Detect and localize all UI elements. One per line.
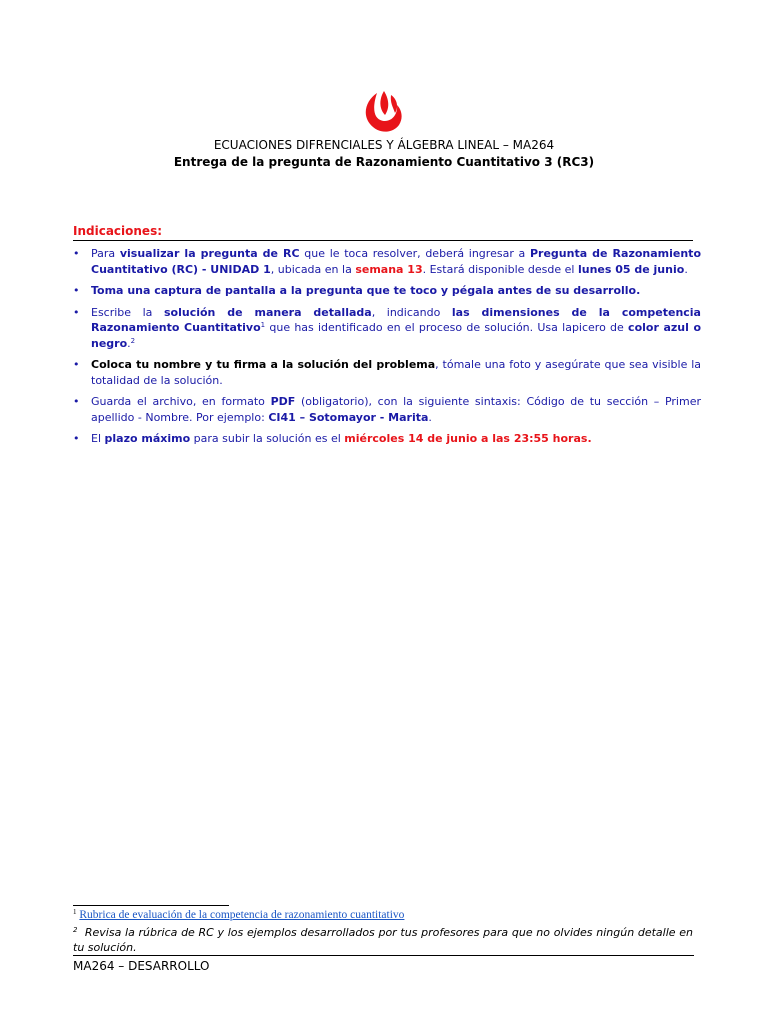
item-text: visualizar la pregunta de RC [119, 247, 300, 260]
footnote-ref: 1 [260, 321, 266, 329]
item-text: color azul o negro [91, 321, 702, 350]
item-text: solución de manera detallada [163, 305, 372, 319]
course-title: ECUACIONES DIFRENCIALES Y ÁLGEBRA LINEAL – MA264 [213, 138, 555, 152]
bullet: • [73, 395, 80, 408]
item-text: . Estará disponible desde el [422, 262, 578, 276]
indications-heading: Indicaciones: [73, 223, 693, 241]
footnote-2 [73, 925, 693, 955]
bullet: • [73, 358, 80, 371]
item-text: , tómale una foto y asegúrate que sea visible la totalidad de la solución. [91, 358, 701, 387]
bullet: • [73, 247, 80, 260]
page-subtitle: Entrega de la pregunta de Razonamiento Cuantitativo 3 (RC3) [173, 155, 595, 169]
item-text: . [684, 262, 688, 276]
footnote-text: Revisa la rúbrica de RC y los ejemplos desarrollados por tus profesores para que no olvides ningún detalle en tu solución. [73, 926, 693, 954]
item-text: miércoles 14 de junio a las 23:55 horas. [344, 432, 592, 445]
item-text: lunes 05 de junio [577, 262, 685, 276]
item-text: Coloca tu nombre y tu firma a la solución del problema [91, 358, 436, 371]
page-footer: MA264 – DESARROLLO [73, 959, 210, 973]
item-text: CI41 – Sotomayor - Marita [268, 410, 429, 424]
item-text: . [428, 410, 432, 424]
footnote-separator [73, 905, 229, 906]
indications-list [73, 246, 701, 453]
list-item [73, 283, 701, 299]
list-item [73, 357, 701, 388]
list-item [73, 246, 701, 277]
item-text: (obligatorio), con la siguiente sintaxis: Código de tu sección – Primer apellido - Nombre. Por ejemplo: [91, 395, 701, 424]
item-text: Escribe la [91, 305, 164, 319]
item-text: las dimensiones de la competencia Razonamiento Cuantitativo [91, 305, 701, 334]
item-text: Para [91, 247, 120, 260]
list-item [73, 305, 701, 352]
item-text: semana 13 [355, 262, 423, 276]
list-item [73, 394, 701, 425]
item-text: Pregunta de Razonamiento Cuantitativo (RC) - UNIDAD 1 [91, 247, 701, 276]
item-text: , indicando [371, 305, 452, 319]
item-text: , ubicada en la [270, 262, 356, 276]
item-text: Guarda el archivo, en formato [91, 395, 271, 408]
item-text: El [91, 432, 105, 445]
bullet: • [73, 432, 80, 445]
item-text: . [127, 336, 131, 350]
item-text: que has identificado en el proceso de solución. Usa lapicero de [265, 321, 629, 334]
item-text: Toma una captura de pantalla a la pregunta que te toco y pégala antes de su desarrollo. [91, 284, 641, 297]
footnote-1 [73, 908, 701, 923]
item-text: que le toca resolver, deberá ingresar a [299, 247, 530, 260]
footnote-mark: 1 [73, 908, 77, 916]
item-text: plazo máximo [104, 432, 191, 445]
item-text: PDF [270, 395, 296, 408]
footer-separator [73, 955, 694, 956]
footnote-mark: 2 [73, 926, 78, 934]
bullet: • [73, 305, 80, 319]
rubric-link[interactable]: Rubrica de evaluación de la competencia de razonamiento cuantitativo [79, 909, 405, 921]
item-text: para subir la solución es el [190, 432, 345, 445]
list-item [73, 431, 701, 447]
footnote-ref: 2 [130, 336, 136, 345]
upc-logo-icon [357, 87, 411, 137]
bullet: • [73, 284, 80, 297]
